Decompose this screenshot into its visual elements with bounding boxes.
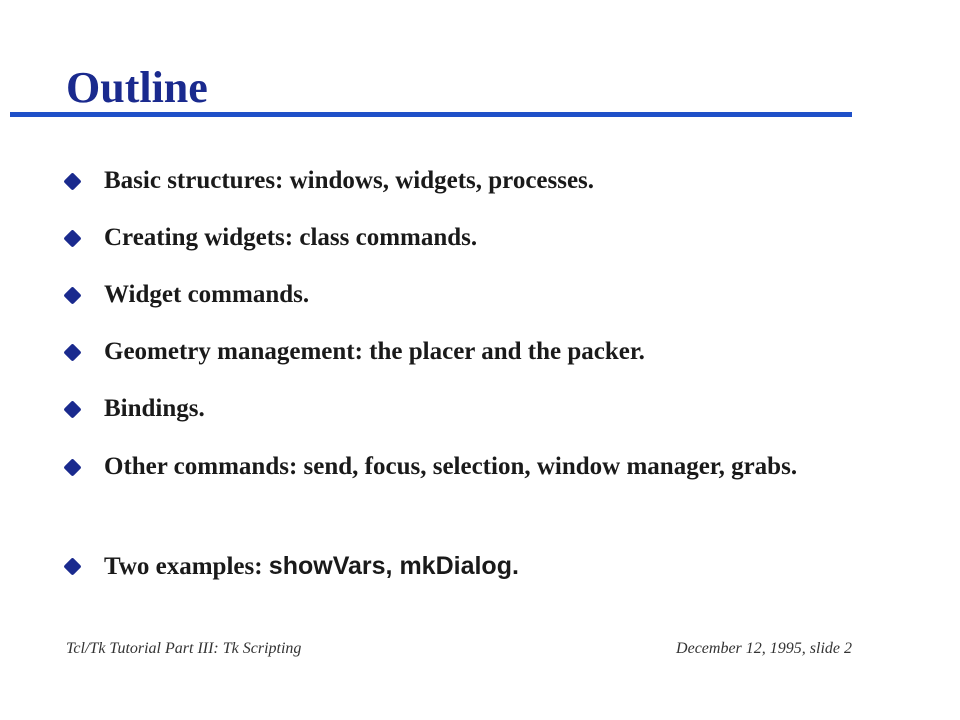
bullet-text	[104, 549, 864, 584]
footer-title: Tcl/Tk Tutorial Part III: Tk Scripting	[66, 640, 302, 657]
footer-date-slide: December 12, 1995, slide 2	[676, 640, 852, 657]
diamond-bullet-icon	[63, 229, 81, 247]
diamond-bullet-icon	[63, 557, 81, 575]
diamond-bullet-icon	[63, 172, 81, 190]
diamond-bullet-icon	[63, 286, 81, 304]
examples-separator: ,	[385, 552, 400, 580]
bullet-text: Basic structures: windows, widgets, processes.	[104, 167, 595, 194]
diamond-bullet-icon	[63, 343, 81, 361]
bullet-text: Other commands: send, focus, selection, window manager, grabs.	[104, 453, 798, 480]
bullet-text: Creating widgets: class commands.	[104, 224, 478, 251]
code-mkdialog: mkDialog	[399, 552, 512, 580]
slide-title: Outline	[66, 63, 208, 112]
diamond-bullet-icon	[63, 458, 81, 476]
bullet-text: Geometry management: the placer and the packer.	[104, 338, 645, 365]
examples-suffix: .	[511, 552, 519, 580]
bullet-text: Bindings.	[104, 395, 205, 422]
title-underline	[10, 112, 852, 117]
bullet-text: Widget commands.	[104, 281, 310, 308]
examples-prefix: Two examples:	[104, 553, 269, 580]
diamond-bullet-icon	[63, 400, 81, 418]
code-showvars: showVars	[268, 552, 386, 580]
